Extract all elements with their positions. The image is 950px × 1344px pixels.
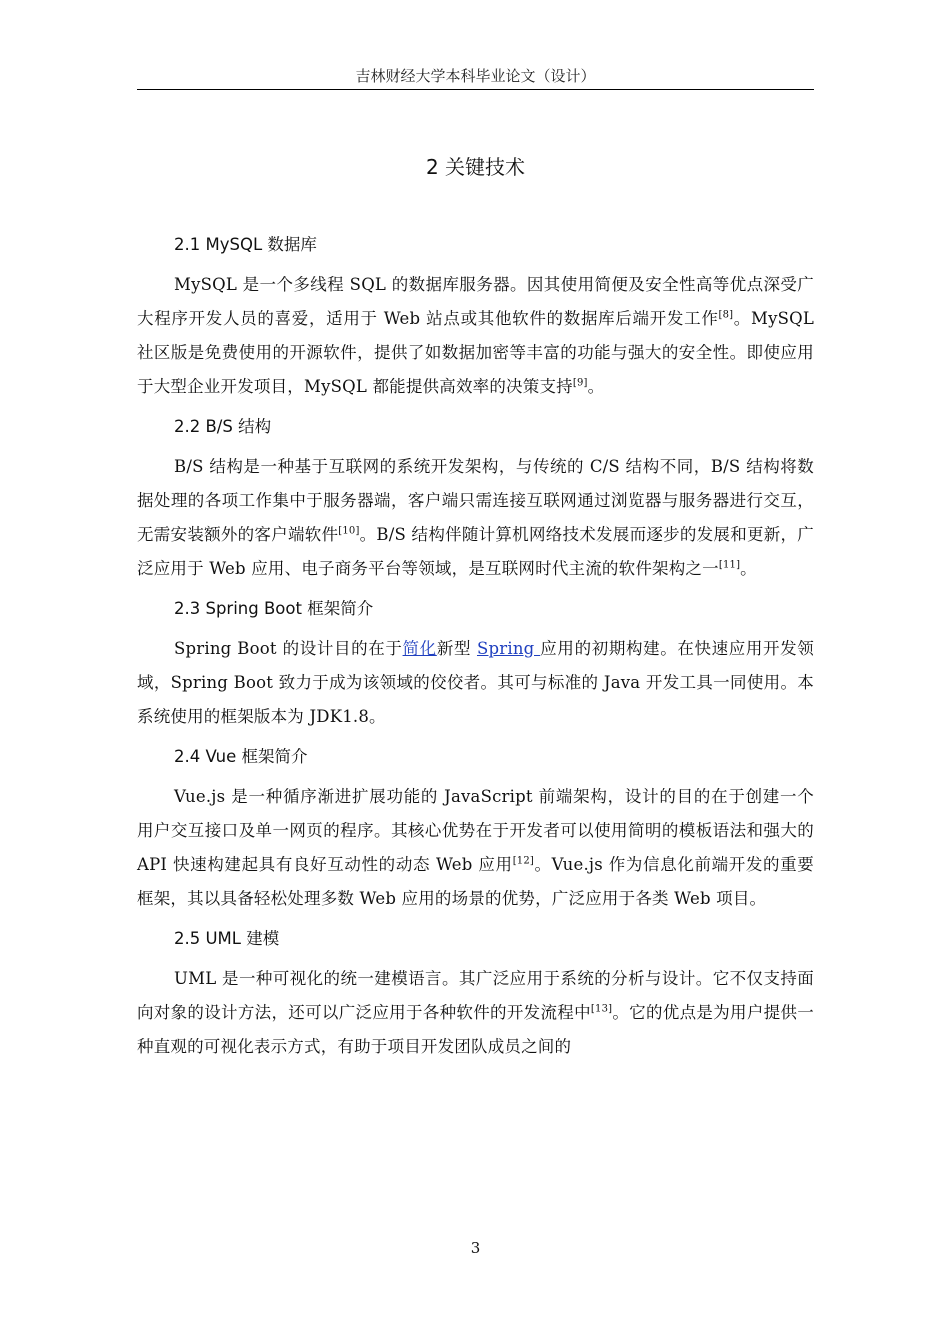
citation-ref: [8] [718,309,734,321]
text-run: UML 是一种可视化的统一建模语言。其广泛应用于系统的分析与设计。它不仅支持面向对象的设计方法，还可以广泛应用于各种软件的开发流程中 [137,969,814,1022]
text-run: 。Vue.js 作为信息化前端开发的重要框架，其以具备轻松处理多数 Web 应用的场景的优势，广泛应用于各类 Web 项目。 [137,855,815,908]
body-content [137,228,814,1070]
paragraph-bs [137,450,814,586]
page-number: 3 [470,1239,481,1257]
paragraph-uml [137,962,814,1064]
text-run: 应用的初期构建。在快速应用开发领域，Spring Boot 致力于成为该领域的佼佼者。其可与标准的 Java 开发工具一同使用。本系统使用的框架版本为 JDK1.8。 [137,639,815,726]
text-run: MySQL 是一个多线程 SQL 的数据库服务器。因其使用简便及安全性高等优点深受广大程序开发人员的喜爱，适用于 Web 站点或其他软件的数据库后端开发工作 [137,275,814,328]
section-heading-springboot: 2.3 Spring Boot 框架简介 [174,599,374,618]
section-heading-mysql: 2.1 MySQL 数据库 [174,235,317,254]
text-run: 。B/S 结构伴随计算机网络技术发展而逐步的发展和更新，广泛应用于 Web 应用、电子商务平台等领域，是互联网时代主流的软件架构之一 [137,525,814,578]
citation-ref: [10] [338,525,360,537]
paragraph-mysql [137,268,814,404]
link-spring[interactable]: Spring [476,639,541,658]
section-heading-uml: 2.5 UML 建模 [174,929,280,948]
paragraph-vue [137,780,814,916]
text-run: 新型 [436,639,477,658]
chapter-title: 2 关键技术 [425,155,526,179]
citation-ref: [11] [718,559,741,571]
text-run: 。MySQL 社区版是免费使用的开源软件，提供了如数据加密等丰富的功能与强大的安全性。即使应用于大型企业开发项目，MySQL 都能提供高效率的决策支持 [137,309,814,396]
citation-ref: [9] [572,377,588,389]
text-run: 。它的优点是为用户提供一种直观的可视化表示方式，有助于项目开发团队成员之间的 [137,1003,814,1056]
citation-ref: [13] [590,1003,613,1015]
running-header: 吉林财经大学本科毕业论文（设计） [355,67,596,85]
section-heading-vue: 2.4 Vue 框架简介 [174,747,308,766]
text-run: Vue.js 是一种循序渐进扩展功能的 JavaScript 前端架构，设计的目的在于创建一个用户交互接口及单一网页的程序。其核心优势在于开发者可以使用简明的模板语法和强大的 API 快速构建起具有良好互动性的动态 Web 应用 [137,787,814,874]
citation-ref: [12] [512,855,535,867]
text-run: 。 [587,377,605,396]
header-divider [137,89,814,90]
link-simplify[interactable]: 简化 [402,639,437,658]
text-run: B/S 结构是一种基于互联网的系统开发架构，与传统的 C/S 结构不同，B/S 结构将数据处理的各项工作集中于服务器端，客户端只需连接互联网通过浏览器与服务器进行交互，无需安装额外的客户端软件 [137,457,814,544]
paragraph-springboot [137,632,814,734]
section-heading-bs: 2.2 B/S 结构 [174,417,272,436]
text-run: 。 [740,559,757,578]
text-run: Spring Boot 的设计目的在于 [174,639,403,658]
